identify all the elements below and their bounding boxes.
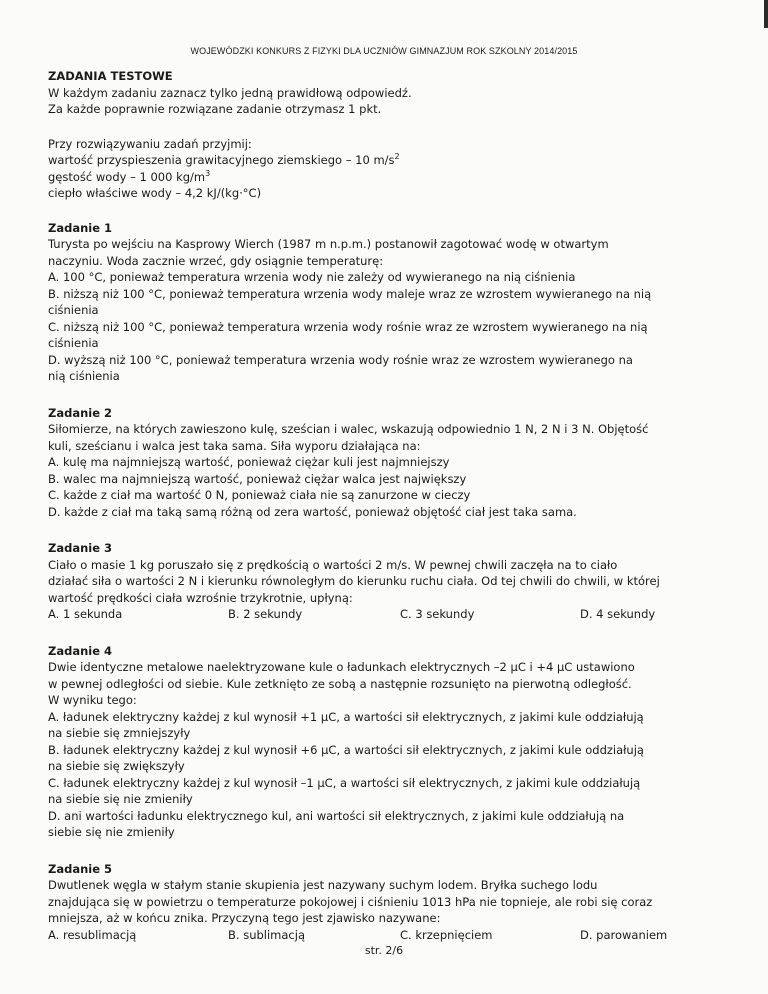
task-question-line: Turysta po wejściu na Kasprowy Wierch (1987 m n.p.m.) postanowił zagotować wodę w otwartym [48,237,609,251]
task-title: Zadanie 1 [48,220,113,235]
answer-option-b: B. 2 sekundy [228,607,303,621]
instruction-line: W każdym zadaniu zaznacz tylko jedną prawidłową odpowiedź. [48,85,412,100]
task-2 [48,405,720,521]
assumption-gravity: wartość przyspieszenia grawitacyjnego ziemskiego – 10 $m/s^2$ [48,152,400,167]
task-question-line: Ciało o masie 1 kg poruszało się z prędkością o wartości 2 m/s. W pewnej chwili zaczęła na to ciało [48,557,618,572]
task-1 [48,220,720,385]
page-content [48,68,720,943]
task-3 [48,540,720,623]
answer-line: B. ładunek elektryczny każdej z kul wynosił +6 μC, a wartości sił elektrycznych, z jakimi kule oddziałują [48,742,644,757]
answer-line: C. niższą niż 100 °C, ponieważ temperatura wrzenia wody rośnie wraz ze wzrostem wywieranego na nią [48,319,648,334]
answer-line: B. niższą niż 100 °C, ponieważ temperatura wrzenia wody maleje wraz ze wzrostem wywieranego na nią [48,286,652,301]
task-5 [48,861,720,944]
task-question-line: naczyniu. Woda zacznie wrzeć, gdy osiągnie temperaturę: [48,253,384,268]
assumption-heat: ciepło właściwe wody – 4,2 kJ/(kg·°C) [48,186,262,200]
answer-option-a: A. 1 sekunda [48,607,123,621]
task-question-line: wartość prędkości ciała wzrośnie trzykrotnie, upłyną: [48,590,353,605]
instruction-line: Za każde poprawnie rozwiązane zadanie otrzymasz 1 pkt. [48,102,382,116]
answer-option-d: D. 4 sekundy [580,607,656,621]
page-header: WOJEWÓDZKI KONKURS Z FIZYKI DLA UCZNIÓW GIMNAZJUM ROK SZKOLNY 2014/2015 [190,46,578,56]
answer-line: D. wyższą niż 100 °C, ponieważ temperatura wrzenia wody rośnie wraz ze wzrostem wywieranego na [48,352,633,367]
task-question-line: Dwutlenek węgla w stałym stanie skupienia jest nazywany suchym lodem. Bryłka suchego lodu [48,878,598,892]
assumptions-intro: Przy rozwiązywaniu zadań przyjmij: [48,136,252,151]
task-4 [48,643,720,841]
answer-line: D. ani wartości ładunku elektrycznego kul, ani wartości sił elektrycznych, z jakimi kule oddziałują na [48,808,625,823]
answer-option-c: C. krzepnięciem [400,927,493,942]
task-question-line: kuli, sześcianu i walca jest taka sama. Siła wyporu działająca na: [48,438,421,453]
answer-option-a: A. resublimacją [48,927,137,942]
answer-line: A. ładunek elektryczny każdej z kul wynosił +1 μC, a wartości sił elektrycznych, z jakimi kule oddziałują [48,709,644,724]
answer-option-d: D. parowaniem [580,927,668,942]
answer-line: ciśnienia [48,336,99,350]
answer-line: nią ciśnienia [48,369,120,383]
answer-line: ciśnienia [48,303,99,317]
task-title: Zadanie 2 [48,405,113,420]
task-title: Zadanie 5 [48,861,113,876]
answer-line: C. każde z ciał ma wartość 0 N, ponieważ ciała nie są zanurzone w cieczy [48,488,471,502]
answer-line: na siebie się zwiększyły [48,759,185,773]
answer-line: A. 100 °C, ponieważ temperatura wrzenia wody nie zależy od wywieranego na nią ciśnienia [48,270,576,284]
section-title: ZADANIA TESTOWE [48,69,173,83]
answer-line: B. walec ma najmniejszą wartość, ponieważ ciężar walca jest największy [48,471,467,486]
task-question-line: w pewnej odległości od siebie. Kule zetknięto ze sobą a następnie rozsunięto na pierwotną odległość. [48,676,632,691]
task-question-line: działać siła o wartości 2 N i kierunku równoległym do kierunku ruchu ciała. Od tej chwili do chwili, w której [48,574,660,588]
answer-option-b: B. sublimacją [228,927,305,942]
answer-options [48,927,720,944]
answer-line: siebie się nie zmieniły [48,825,175,839]
scan-edge-mark [764,0,768,28]
answer-line: A. kulę ma najmniejszą wartość, ponieważ ciężar kuli jest najmniejszy [48,455,450,469]
answer-line: na siebie się nie zmieniły [48,792,193,806]
answer-option-c: C. 3 sekundy [400,607,475,621]
task-question-line: Dwie identyczne metalowe naelektryzowane kule o ładunkach elektrycznych –2 μC i +4 μC ustawiono [48,660,635,674]
answer-line: D. każde z ciał ma taką samą różną od zera wartość, ponieważ objętość ciał jest taka sama. [48,504,577,519]
task-title: Zadanie 3 [48,541,113,555]
answer-line: C. ładunek elektryczny każdej z kul wynosił –1 μC, a wartości sił elektrycznych, z jakimi kule oddziałują [48,775,641,790]
task-title: Zadanie 4 [48,643,113,658]
task-question-line: W wyniku tego: [48,693,137,707]
answer-line: na siebie się zmniejszyły [48,726,191,740]
task-question-line: Siłomierze, na których zawieszono kulę, sześcian i walec, wskazują odpowiednio 1 N, 2 N i 3 N. Objętość [48,422,649,436]
answer-options [48,606,720,623]
assumption-density: gęstość wody – 1 000 $kg/m^3$ [48,168,211,184]
task-question-line: mniejsza, aż w końcu znika. Przyczyną tego jest zjawisko nazywane: [48,911,441,925]
page-number: str. 2/6 [364,944,404,957]
task-question-line: znajdująca się w powietrzu o temperaturze pokojowej i ciśnieniu 1013 hPa nie topnieje, ale robi się coraz [48,894,653,909]
